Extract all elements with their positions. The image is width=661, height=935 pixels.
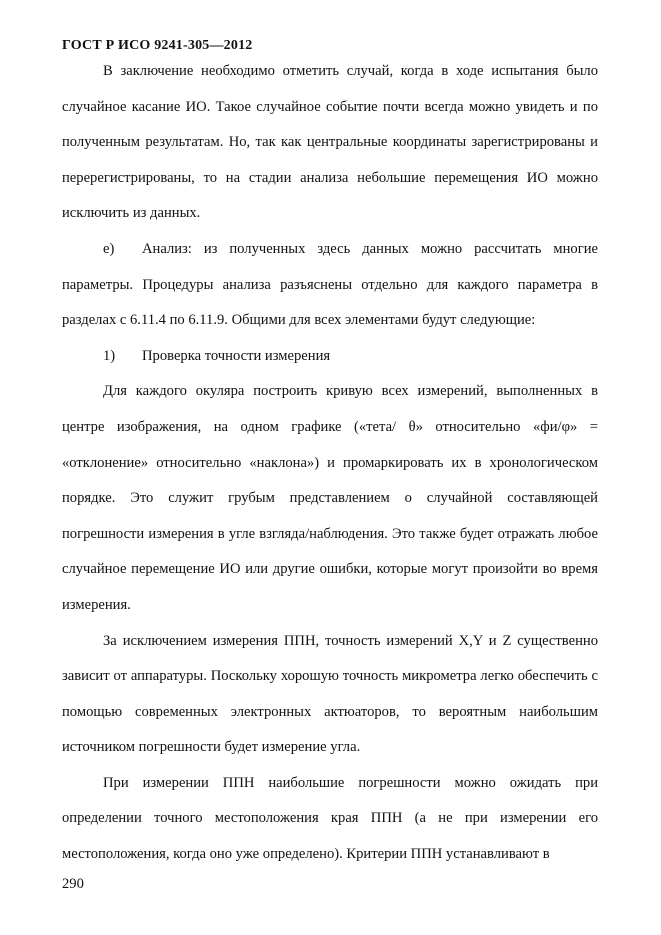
paragraph-measurement-accuracy: За исключением измерения ППН, точность измерений X,Y и Z существенно зависит от аппаратуры. Поскольку хорошую точность микрометра легко обеспечить с помощью современных электронных актюаторов, то вероятным наибольшим источником погрешности будет измерение угла. bbox=[62, 632, 598, 756]
paragraph-analysis: Анализ: из полученных здесь данных можно рассчитать многие параметры. Процедуры анализа разъяснены отдельно для каждого параметра в разделах с 6.11.4 по 6.11.9. Общими для всех элементами будут следующие: bbox=[62, 240, 598, 329]
list-item-accuracy-check bbox=[62, 339, 598, 375]
paragraph-eyepiece-curve: Для каждого окуляра построить кривую всех измерений, выполненных в центре изображения, на одном графике («тета/ θ» относительно «фи/φ» = «отклонение» относительно «наклона») и промаркировать их в хронологическом порядке. Это служит грубым представлением о случайной составляющей погрешности измерения в угле взгляда/наблюдения. Это также будет отражать любое случайное перемещение ИО или другие ошибки, которые могут произойти во время измерения. bbox=[62, 383, 598, 613]
list-marker-e: e) bbox=[103, 240, 115, 257]
paragraph-accuracy-check-heading: Проверка точности измерения bbox=[142, 347, 331, 364]
list-item-analysis bbox=[62, 232, 598, 339]
document-header: ГОСТ Р ИСО 9241-305—2012 bbox=[62, 38, 253, 53]
list-marker-1: 1) bbox=[103, 347, 116, 364]
paragraph-conclusion: В заключение необходимо отметить случай, когда в ходе испытания было случайное касание ИО. Такое случайное событие почти всегда можно увидеть и по полученным результатам. Но, так как центральные координаты зарегистрированы и перерегистрированы, то на стадии анализа небольшие перемещения ИО можно исключить из данных. bbox=[62, 63, 598, 222]
page-number: 290 bbox=[62, 876, 84, 892]
paragraph-ppn-errors: При измерении ППН наибольшие погрешности можно ожидать при определении точного местоположения края ППН (а не при измерении его местоположения, когда оно уже определено). Критерии ППН устанавливают в bbox=[62, 774, 598, 863]
document-body bbox=[62, 54, 598, 873]
